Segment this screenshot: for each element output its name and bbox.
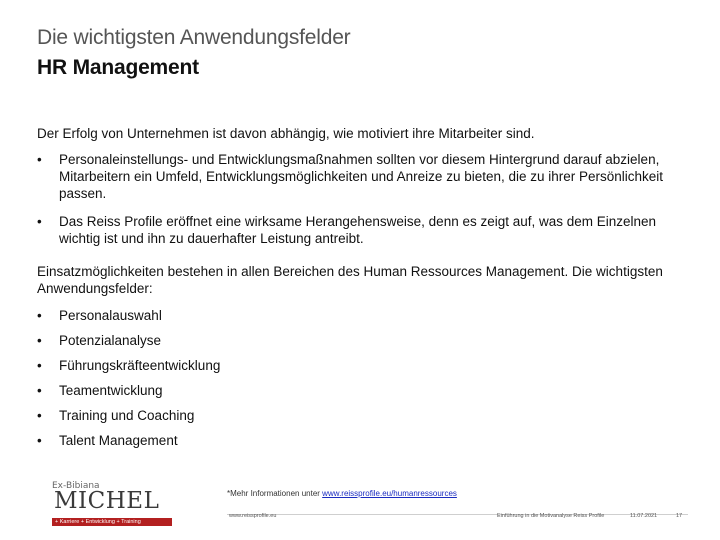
bullet-icon: • <box>37 433 42 448</box>
logo-name: MICHEL <box>54 488 160 514</box>
list-item-text: Führungskräfteentwicklung <box>59 358 221 373</box>
slide-subtitle: HR Management <box>37 56 199 79</box>
footer-divider <box>227 514 688 515</box>
list-item-text: Training und Coaching <box>59 408 195 423</box>
list-item <box>37 357 667 374</box>
footnote-text: *Mehr Informationen unter <box>227 489 323 498</box>
fields-intro: Einsatzmöglichkeiten bestehen in allen Bereichen des Human Ressources Management. Die wichtigsten Anwendungsfelder: <box>37 264 663 296</box>
list-item <box>37 213 667 247</box>
page-number: 17 <box>676 513 683 519</box>
footer-date: 11.07.2021 <box>630 513 658 519</box>
logo-tagline: + Karriere + Entwicklung + Training <box>55 519 141 525</box>
bullet-icon: • <box>37 358 42 373</box>
logo-top-text: Ex-Bibiana <box>52 481 100 491</box>
bullet-icon: • <box>37 408 42 423</box>
bullet-icon: • <box>37 383 42 398</box>
intro-text: Der Erfolg von Unternehmen ist davon abhängig, wie motiviert ihre Mitarbeiter sind. <box>37 126 535 141</box>
list-item <box>37 332 667 349</box>
list-item-text: Potenzialanalyse <box>59 333 162 348</box>
fields-list <box>37 307 667 449</box>
list-item <box>37 307 667 324</box>
bullet-icon: • <box>37 214 42 229</box>
list-item-text: Personalauswahl <box>59 308 162 323</box>
footer-url: www.reissprofile.eu <box>229 513 277 519</box>
list-item-text: Das Reiss Profile eröffnet eine wirksame Herangehensweise, denn es zeigt auf, was dem Einzelnen wichtig ist und ihn zu dauerhafter Leistung antreibt. <box>59 214 657 246</box>
bullet-icon: • <box>37 152 42 167</box>
footnote <box>227 489 457 498</box>
slide-body <box>37 125 667 457</box>
footnote-link[interactable]: www.reissprofile.eu/humanressources <box>322 489 457 498</box>
slide-title: Die wichtigsten Anwendungsfelder <box>37 26 351 49</box>
company-logo <box>52 478 172 528</box>
bullet-icon: • <box>37 308 42 323</box>
list-item-text: Talent Management <box>59 433 178 448</box>
list-item <box>37 432 667 449</box>
list-item-text: Personaleinstellungs- und Entwicklungsmaßnahmen sollten vor diesem Hintergrund darauf abzielen, Mitarbeitern ein Umfeld, Entwicklungsmöglichkeiten und Anreize zu bieten, die zu ihrer Persönlichkeit passen. <box>59 152 664 201</box>
list-item <box>37 407 667 424</box>
list-item <box>37 151 667 202</box>
list-item-text: Teamentwicklung <box>59 383 163 398</box>
list-item <box>37 382 667 399</box>
bullet-icon: • <box>37 333 42 348</box>
footer-document-title: Einführung in die Motivanalyse Reiss Profile <box>497 513 605 519</box>
